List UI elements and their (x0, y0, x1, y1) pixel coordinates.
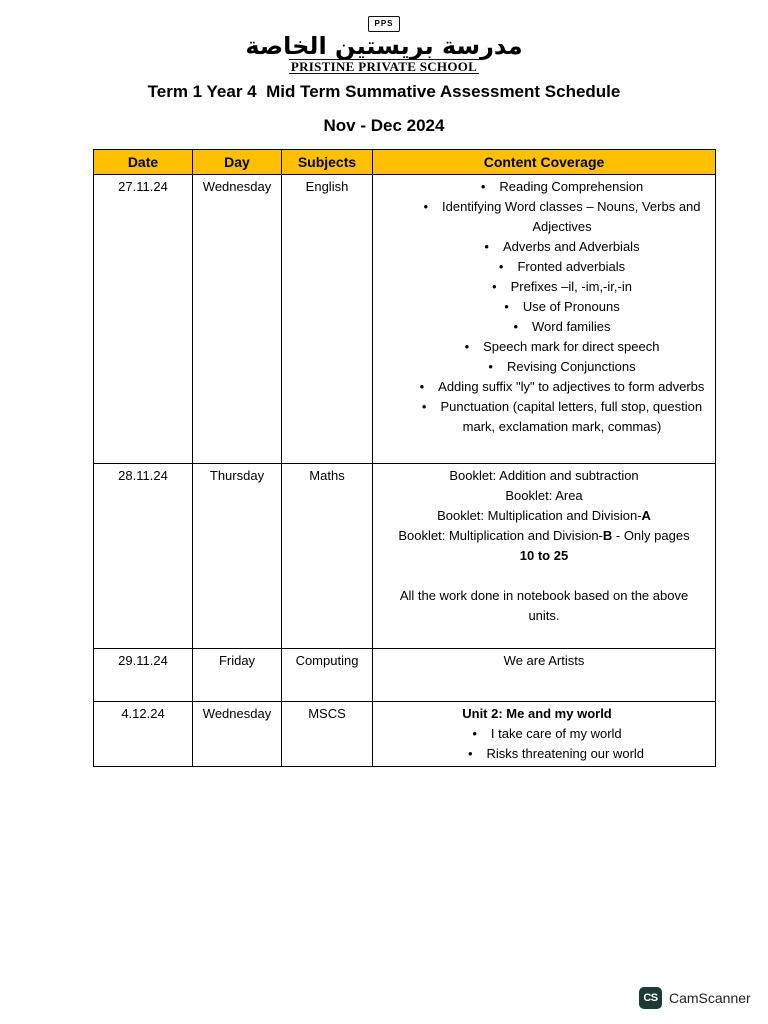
content-cell: We are Artists (373, 649, 716, 702)
english-topics-list (415, 177, 709, 437)
subject-cell: Computing (282, 649, 373, 702)
list-item: • Use of Pronouns (415, 297, 709, 317)
content-cell (373, 175, 716, 464)
subject-cell: Maths (282, 464, 373, 649)
list-item: • I take care of my world (383, 724, 711, 744)
table-row-maths (94, 464, 716, 649)
table-row-english (94, 175, 716, 464)
header-day: Day (193, 150, 282, 175)
date-cell: 4.12.24 (94, 702, 193, 767)
day-cell: Thursday (193, 464, 282, 649)
school-logo (245, 16, 523, 74)
content-line: 10 to 25 (519, 548, 569, 563)
content-line: Booklet: Multiplication and Division-A (437, 508, 651, 523)
list-item: • Reading Comprehension (415, 177, 709, 197)
subject-cell: English (282, 175, 373, 464)
date-cell: 27.11.24 (94, 175, 193, 464)
header-date: Date (94, 150, 193, 175)
unit-title: Unit 2: Me and my world (462, 706, 612, 721)
content-line: Booklet: Addition and subtraction (449, 468, 639, 483)
list-item: • Risks threatening our world (401, 744, 711, 764)
header-content-coverage: Content Coverage (373, 150, 716, 175)
list-item: • Revising Conjunctions (415, 357, 709, 377)
content-note: All the work done in notebook based on the above units. (399, 588, 689, 623)
document-title: Term 1 Year 4 Mid Term Summative Assessment Schedule (147, 82, 621, 101)
content-line: Booklet: Multiplication and Division-B - Only pages (398, 528, 690, 543)
table-row-mscs (94, 702, 716, 767)
camscanner-watermark (639, 987, 751, 1009)
list-item: • Word families (415, 317, 709, 337)
header-subjects: Subjects (282, 150, 373, 175)
day-cell: Wednesday (193, 175, 282, 464)
table-row-computing (94, 649, 716, 702)
list-item: • Identifying Word classes – Nouns, Verbs and Adjectives (415, 197, 709, 237)
schedule-table (93, 149, 716, 767)
content-cell (373, 702, 716, 767)
content-line: Booklet: Area (505, 488, 583, 503)
camscanner-label: CamScanner (669, 990, 751, 1006)
date-cell: 28.11.24 (94, 464, 193, 649)
camscanner-logo-icon: CS (639, 987, 662, 1009)
date-cell: 29.11.24 (94, 649, 193, 702)
school-crest-icon: PPS (368, 16, 400, 32)
list-item: • Adding suffix "ly" to adjectives to form adverbs (415, 377, 709, 397)
content-cell (373, 464, 716, 649)
list-item: • Punctuation (capital letters, full stop, question mark, exclamation mark, commas) (415, 397, 709, 437)
school-name-arabic: مدرسة بريستين الخاصة (245, 32, 523, 60)
school-name-english: PRISTINE PRIVATE SCHOOL (290, 59, 478, 74)
list-item: • Prefixes –il, -im,-ir,-in (415, 277, 709, 297)
day-cell: Friday (193, 649, 282, 702)
subject-cell: MSCS (282, 702, 373, 767)
mscs-topics-list (377, 724, 711, 764)
list-item: • Speech mark for direct speech (415, 337, 709, 357)
list-item: • Fronted adverbials (415, 257, 709, 277)
list-item: • Adverbs and Adverbials (415, 237, 709, 257)
table-header-row (94, 150, 716, 175)
document-subtitle: Nov - Dec 2024 (323, 116, 445, 135)
day-cell: Wednesday (193, 702, 282, 767)
